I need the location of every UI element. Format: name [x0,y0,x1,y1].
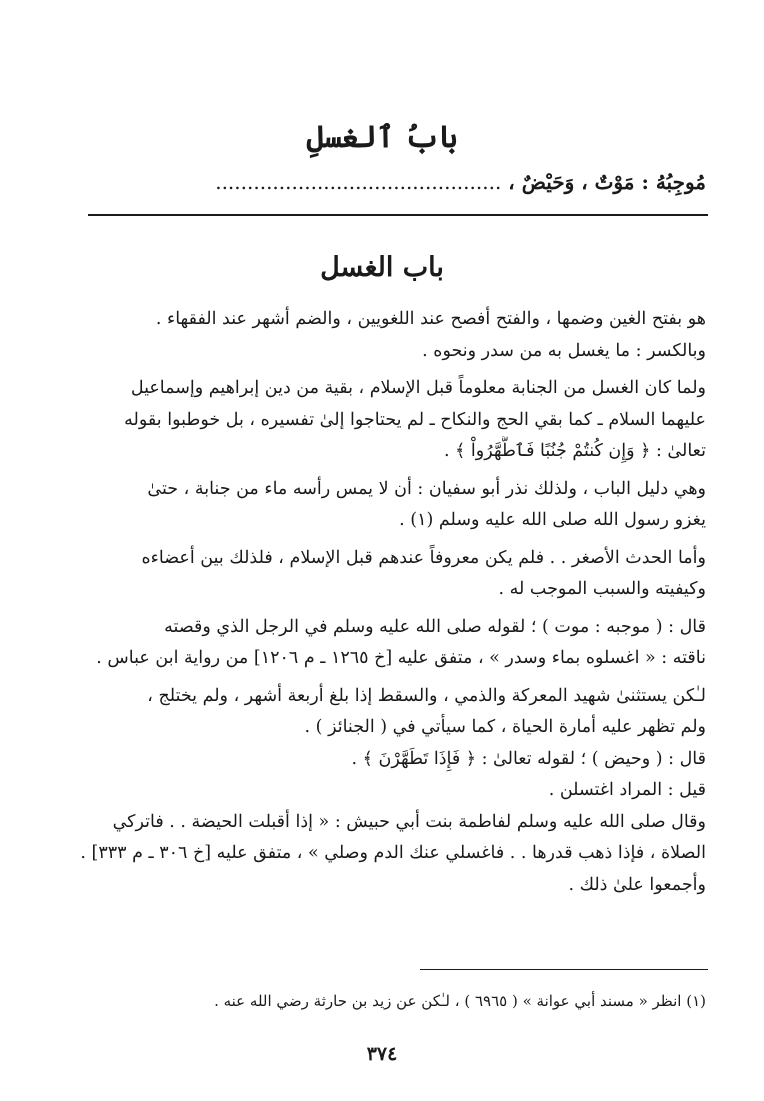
matn-text: مُوجِبُهُ : مَوْتٌ ، وَحَيْضٌ ، [508,170,706,194]
text-line: وقال صلى الله عليه وسلم لفاطمة بنت أبي حبيش : « إذا أقبلت الحيضة . . فاتركي [112,811,706,832]
matn-dots: ............................................. [215,170,502,194]
text-line: ولما كان الغسل من الجنابة معلوماً قبل الإسلام ، بقية من دين إبراهيم وإسماعيل [130,378,706,398]
text-line: وهي دليل الباب ، ولذلك نذر أبو سفيان : أن لا يمس رأسه ماء من جنابة ، حتىٰ [147,478,706,499]
page-number: ٣٧٤ [366,1043,398,1065]
footnote-separator-rule [420,969,708,970]
text-line: الصلاة ، فإذا ذهب قدرها . . فاغسلي عنك الدم وصلي » ، متفق عليه [خ ٣٠٦ ـ م ٣٣٣] . [80,843,706,863]
paragraph-4 [56,543,706,606]
paragraph-7 [56,744,706,776]
text-line: قال : ( موجبه : موت ) ؛ لقوله صلى الله عليه وسلم في الرجل الذي وقصته [164,616,706,637]
paragraph-9 [56,807,706,902]
sharh-body [56,304,706,901]
sharh-chapter-title: باب الغسل [320,252,444,283]
text-line: عليهما السلام ـ كما بقي الحج والنكاح ـ لم يحتاجوا إلىٰ تفسيره ، بل خوطبوا بقوله [124,409,706,430]
text-line: هو بفتح الغين وضمها ، والفتح أفصح عند اللغويين ، والضم أشهر عند الفقهاء . [155,309,706,329]
text-line: ولم تظهر عليه أمارة الحياة ، كما سيأتي في ( الجنائز ) . [304,717,706,737]
text-line: وأجمعوا علىٰ ذلك . [568,874,706,895]
matn-chapter-title: بابُ ٱلغسلِ [306,120,458,155]
paragraph-5 [56,612,706,675]
text-line: وكيفيته والسبب الموجب له . [498,579,706,599]
text-line: وأما الحدث الأصغر . . فلم يكن معروفاً عندهم قبل الإسلام ، فلذلك بين أعضاءه [141,547,706,568]
matn-separator-rule [88,214,708,216]
text-line: ناقته : « اغسلوه بماء وسدر » ، متفق عليه [خ ١٢٦٥ ـ م ١٢٠٦] من رواية ابن عباس . [96,648,706,668]
quran-verse-line: قال : ( وحيض ) ؛ لقوله تعالىٰ : ﴿ فَإِذَا تَطَهَّرْنَ ﴾ . [351,748,706,769]
text-line: يغزو رسول الله صلى الله عليه وسلم (١) . [399,510,706,530]
text-line: لـٰكن يستثنىٰ شهيد المعركة والذمي ، والسقط إذا بلغ أربعة أشهر ، ولم يختلج ، [147,685,706,706]
paragraph-1 [56,304,706,367]
text-line: قيل : المراد اغتسلن . [548,780,706,800]
quran-verse-line: تعالىٰ : ﴿ وَإِن كُنتُمْ جُنُبًا فَٱطَّهَّرُواْ ﴾ . [443,441,706,461]
paragraph-6 [56,681,706,744]
paragraph-8 [56,775,706,807]
footnote: (١) انظر « مسند أبي عوانة » ( ٦٩٦٥ ) ، لـٰكن عن زيد بن حارثة رضي الله عنه . [214,992,706,1010]
paragraph-2 [56,373,706,468]
text-line: وبالكسر : ما يغسل به من سدر ونحوه . [422,340,706,361]
paragraph-3 [56,474,706,537]
matn-text-line [56,166,706,198]
